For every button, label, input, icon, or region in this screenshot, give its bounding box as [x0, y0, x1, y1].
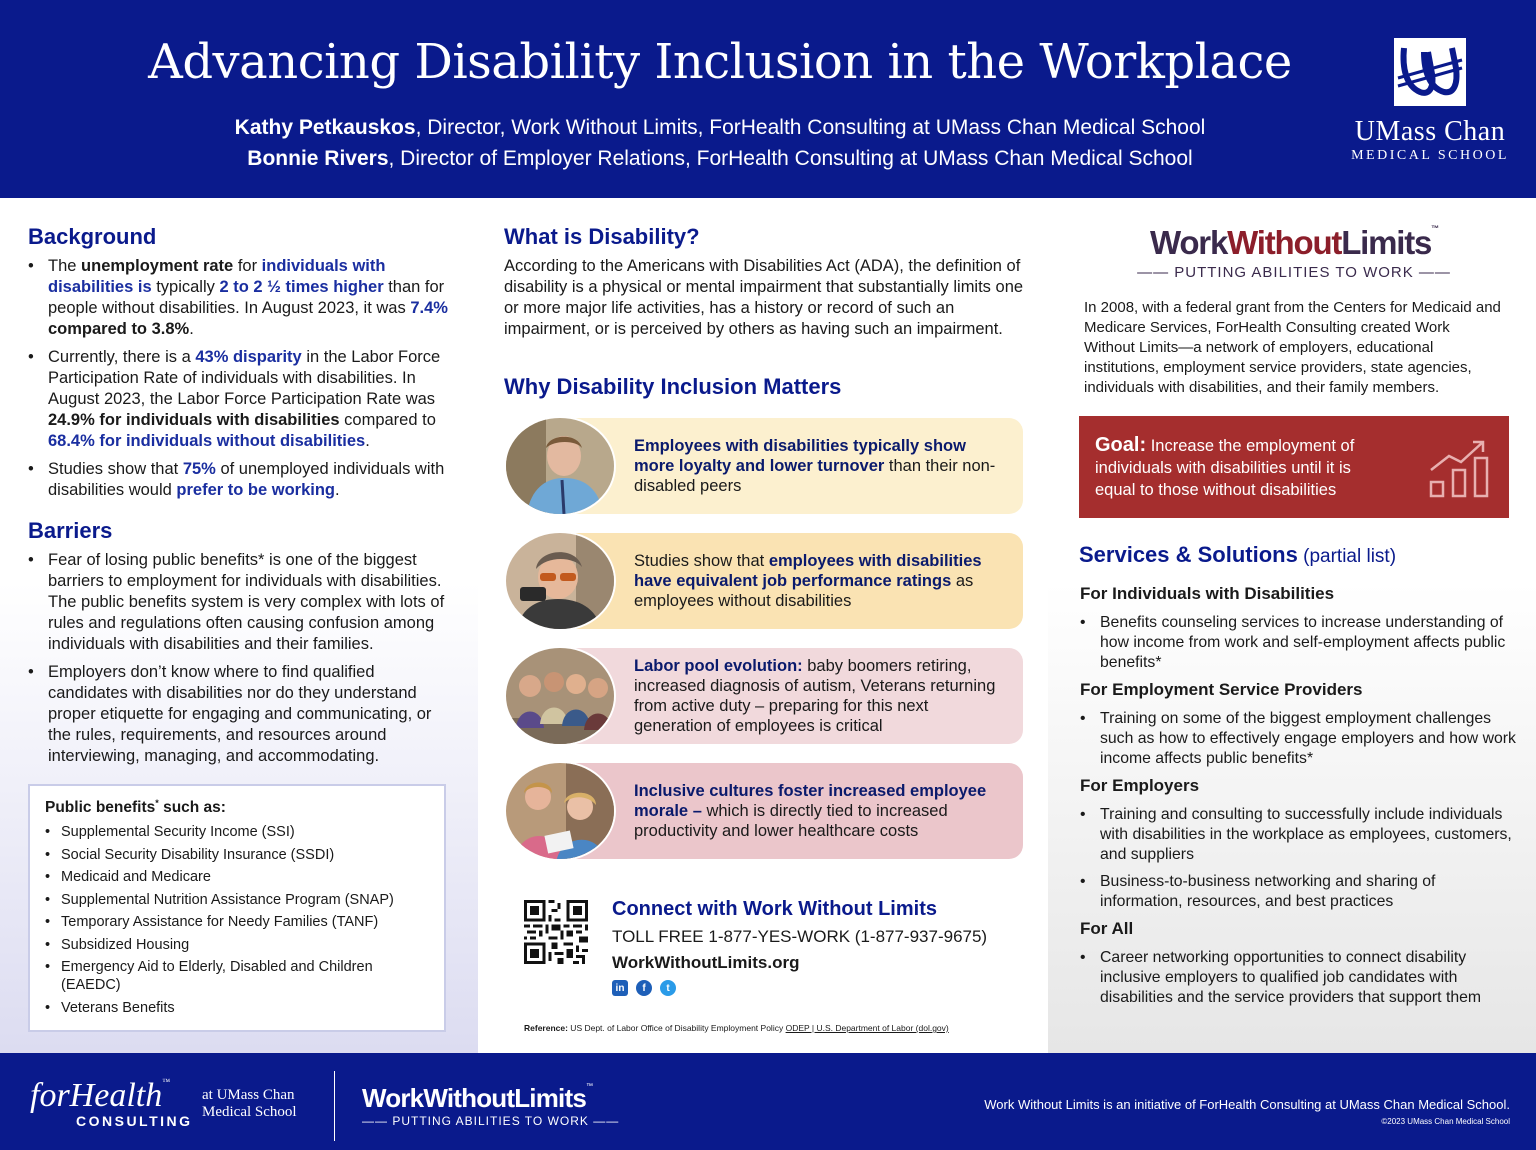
background-list	[28, 256, 458, 508]
text-highlight: 7.4%	[410, 299, 448, 317]
author-2-name: Bonnie Rivers	[247, 147, 389, 170]
goal-label: Goal:	[1095, 434, 1147, 456]
barriers-heading: Barriers	[28, 518, 113, 543]
left-column	[0, 198, 478, 1053]
author-1-name: Kathy Petkauskos	[234, 116, 416, 139]
photo-man-sunglasses	[504, 531, 616, 631]
footer-wwl-tagline: —— PUTTING ABILITIES TO WORK ——	[362, 1114, 620, 1128]
umass-logo-name: UMass Chan	[1354, 116, 1506, 147]
text: as employees without disabilities	[634, 572, 974, 610]
benefit-item: • Temporary Assistance for Needy Families (TANF)	[45, 913, 430, 931]
text-bold: 24.9% for individuals with disabilities	[48, 411, 340, 429]
growth-chart-icon	[1427, 436, 1493, 500]
photo-two-women	[504, 761, 616, 861]
qr-code-icon[interactable]	[524, 900, 588, 964]
text: baby boomers retiring, increased diagnosis of autism, Veterans returning from active duty – preparing for this next generation of employees is critical	[634, 657, 996, 735]
footer-initiative-note: Work Without Limits is an initiative of ForHealth Consulting at UMass Chan Medical School.	[984, 1097, 1510, 1112]
text-highlight: 2 to 2 ½ times higher	[219, 278, 384, 296]
umass-logo-subtitle: MEDICAL SCHOOL	[1351, 148, 1509, 163]
text: .	[189, 320, 194, 338]
text: Studies show that	[48, 460, 183, 478]
benefit-item: • Emergency Aid to Elderly, Disabled and Children (EAEDC)	[45, 958, 430, 994]
poster-title: Advancing Disability Inclusion in the Workplace	[148, 34, 1292, 90]
text: Public benefits	[45, 799, 156, 817]
text: than for people without disabilities. In August 2023, it was	[48, 278, 445, 317]
connect-heading: Connect with Work Without Limits	[612, 898, 937, 920]
text: Limits	[1341, 224, 1432, 261]
wwl-logo-tagline: —— PUTTING ABILITIES TO WORK ——	[1137, 264, 1451, 281]
text: .	[365, 432, 370, 450]
text: at UMass Chan	[202, 1087, 295, 1103]
text: for	[233, 257, 262, 275]
card-text	[634, 646, 1006, 746]
services-group-title: For Individuals with Disabilities	[1080, 584, 1335, 603]
trademark: ™	[1431, 224, 1438, 233]
why-inclusion-heading: Why Disability Inclusion Matters	[504, 374, 842, 399]
middle-column	[478, 198, 1048, 1053]
barriers-list	[28, 550, 458, 774]
public-benefits-title	[45, 798, 430, 817]
text: The	[48, 257, 82, 275]
text: such as:	[158, 799, 226, 817]
benefit-item: • Subsidized Housing	[45, 936, 430, 954]
benefit-item: • Supplemental Nutrition Assistance Program (SNAP)	[45, 891, 430, 909]
reference-note	[524, 1023, 949, 1033]
text: Medical School	[202, 1104, 297, 1120]
text: WorkWithoutLimits	[362, 1083, 586, 1113]
forhealth-logo	[30, 1077, 193, 1129]
text-highlight: prefer to be working	[176, 481, 336, 499]
author-1	[0, 112, 1440, 143]
footer-wwl-name	[362, 1083, 619, 1114]
text-highlight: Inclusive cultures foster increased employee morale –	[634, 782, 987, 820]
why-card-performance	[504, 531, 1023, 631]
text: which is directly tied to increased productivity and lower healthcare costs	[634, 802, 948, 840]
social-links	[612, 980, 676, 996]
forhealth-affiliation	[202, 1087, 297, 1121]
facebook-icon[interactable]: f	[636, 980, 652, 996]
photo-smiling-man	[504, 416, 616, 516]
barrier-item: • Fear of losing public benefits* is one of the biggest barriers to employment for individuals with disabilities. The public benefits system is very complex with lots of rules and regulations often causing confusion among individuals with disabilities and their families.	[28, 550, 458, 655]
background-item-disparity	[28, 347, 458, 452]
umass-chan-logo	[1340, 38, 1520, 164]
reference-label: Reference:	[524, 1023, 568, 1033]
footer-wwl-logo	[362, 1083, 619, 1128]
text-highlight: individuals with disabilities is	[48, 257, 386, 296]
services-group-title: For Employers	[1080, 776, 1200, 795]
text: (partial list)	[1297, 546, 1397, 567]
forhealth-name	[30, 1077, 193, 1115]
twitter-icon[interactable]: t	[660, 980, 676, 996]
linkedin-icon[interactable]: in	[612, 980, 628, 996]
services-list	[1080, 584, 1520, 1015]
goal-box	[1079, 416, 1509, 518]
text: in the Labor Force Participation Rate of individuals with disabilities. In August 2023, the Labor Force Participation Rate was	[48, 348, 441, 408]
text: Work	[1150, 224, 1228, 261]
text: Services & Solutions	[1079, 542, 1298, 567]
text-highlight: 43% disparity	[195, 348, 302, 366]
benefit-item: • Medicaid and Medicare	[45, 868, 430, 886]
text: Studies show that	[634, 552, 769, 570]
why-card-loyalty	[504, 416, 1023, 516]
text: typically	[151, 278, 220, 296]
phone-number[interactable]: TOLL FREE 1-877-YES-WORK (1-877-937-9675)	[612, 927, 988, 946]
text-highlight: Employees with disabilities typically show more loyalty and lower turnover	[634, 437, 966, 475]
service-item: • Training and consulting to successfully include individuals with disabilities in the workplace as employees, customers, and suppliers	[1080, 805, 1520, 865]
forhealth-consulting: CONSULTING	[76, 1113, 193, 1129]
trademark: ™	[162, 1077, 171, 1086]
text-bold: unemployment rate	[81, 257, 234, 275]
text-bold: compared to 3.8%	[48, 320, 190, 338]
card-text	[634, 761, 1006, 861]
benefit-item: • Social Security Disability Insurance (SSDI)	[45, 846, 430, 864]
author-1-role: , Director, Work Without Limits, ForHealth Consulting at UMass Chan Medical School	[415, 116, 1206, 139]
background-heading: Background	[28, 224, 157, 249]
umass-mark-icon	[1394, 38, 1466, 106]
right-column	[1048, 198, 1536, 1053]
text: Currently, there is a	[48, 348, 196, 366]
footer-divider	[334, 1071, 335, 1141]
text: forHealth	[30, 1077, 163, 1114]
services-heading	[1079, 542, 1396, 568]
text-highlight: 68.4% for individuals without disabilities	[48, 432, 366, 450]
card-text	[634, 416, 1006, 516]
work-without-limits-logo	[1134, 224, 1454, 281]
benefit-item: • Veterans Benefits	[45, 999, 430, 1017]
text-highlight: employees with disabilities have equivalent job performance ratings	[634, 552, 982, 590]
service-item: • Benefits counseling services to increase understanding of how income from work and self-employment affects public benefits*	[1080, 613, 1520, 673]
footnote-star: *	[155, 798, 159, 808]
text-highlight: Labor pool evolution:	[634, 657, 803, 675]
reference-text: US Dept. of Labor Office of Disability Employment Policy	[567, 1023, 786, 1033]
reference-link[interactable]: ODEP | U.S. Department of Labor (dol.gov)	[785, 1023, 949, 1033]
wwl-logo-name	[1134, 224, 1454, 262]
service-item: • Career networking opportunities to connect disability inclusive employers to qualified job candidates with disabilities and the service providers that support them	[1080, 948, 1520, 1008]
text: Increase the employment of individuals with disabilities until it is equal to those without disabilities	[1095, 437, 1355, 499]
public-benefits-list	[45, 823, 430, 1017]
services-group-employers	[1080, 776, 1520, 912]
service-item: • Business-to-business networking and sharing of information, resources, and best practices	[1080, 872, 1520, 912]
author-list	[0, 112, 1440, 174]
text: of unemployed individuals with disabilities would	[48, 460, 445, 499]
connect-section	[524, 898, 1024, 1008]
author-2	[0, 143, 1440, 174]
services-group-providers	[1080, 680, 1520, 769]
benefit-item: • Supplemental Security Income (SSI)	[45, 823, 430, 841]
poster-footer	[0, 1053, 1536, 1150]
text: than their non-disabled peers	[634, 457, 996, 495]
service-item: • Training on some of the biggest employment challenges such as how to effectively engage employers and how work income affects public benefits*	[1080, 709, 1520, 769]
services-group-individuals	[1080, 584, 1520, 673]
trademark: ™	[586, 1083, 593, 1090]
author-2-role: , Director of Employer Relations, ForHealth Consulting at UMass Chan Medical School	[388, 147, 1193, 170]
services-group-all	[1080, 919, 1520, 1008]
text: compared to	[339, 411, 436, 429]
card-text	[634, 531, 1006, 631]
poster-header	[0, 0, 1536, 198]
wwl-intro: In 2008, with a federal grant from the Centers for Medicaid and Medicare Services, ForHealth Consulting created Work Without Limits—a network of employers, educational institutions, employment service providers, state agencies, individuals with disabilities, and their family members.	[1084, 299, 1501, 396]
services-group-title: For Employment Service Providers	[1080, 680, 1363, 699]
text-highlight: 75%	[182, 460, 216, 478]
why-card-culture	[504, 761, 1023, 861]
public-benefits-box	[28, 784, 446, 1032]
text: .	[335, 481, 340, 499]
what-is-disability-heading: What is Disability?	[504, 224, 700, 249]
what-is-disability-text: According to the Americans with Disabilities Act (ADA), the definition of disability is a physical or mental impairment that substantially limits one or more major life activities, has a history or record of such an impairment, or is perceived by others as having such an impairment.	[504, 257, 1024, 338]
why-card-labor-pool	[504, 646, 1023, 746]
footer-copyright: ©2023 UMass Chan Medical School	[1381, 1117, 1510, 1126]
services-group-title: For All	[1080, 919, 1134, 938]
website-link[interactable]: WorkWithoutLimits.org	[612, 953, 800, 972]
goal-text	[1095, 434, 1395, 501]
background-item-unemployment	[28, 256, 458, 340]
background-item-prefer-working	[28, 459, 458, 501]
photo-group-young-people	[504, 646, 616, 746]
text: Without	[1227, 224, 1342, 261]
barrier-item: • Employers don’t know where to find qualified candidates with disabilities nor do they understand proper etiquette for engaging and communicating, or the rules, requirements, and resources around interviewing, managing, and accommodating.	[28, 662, 458, 767]
